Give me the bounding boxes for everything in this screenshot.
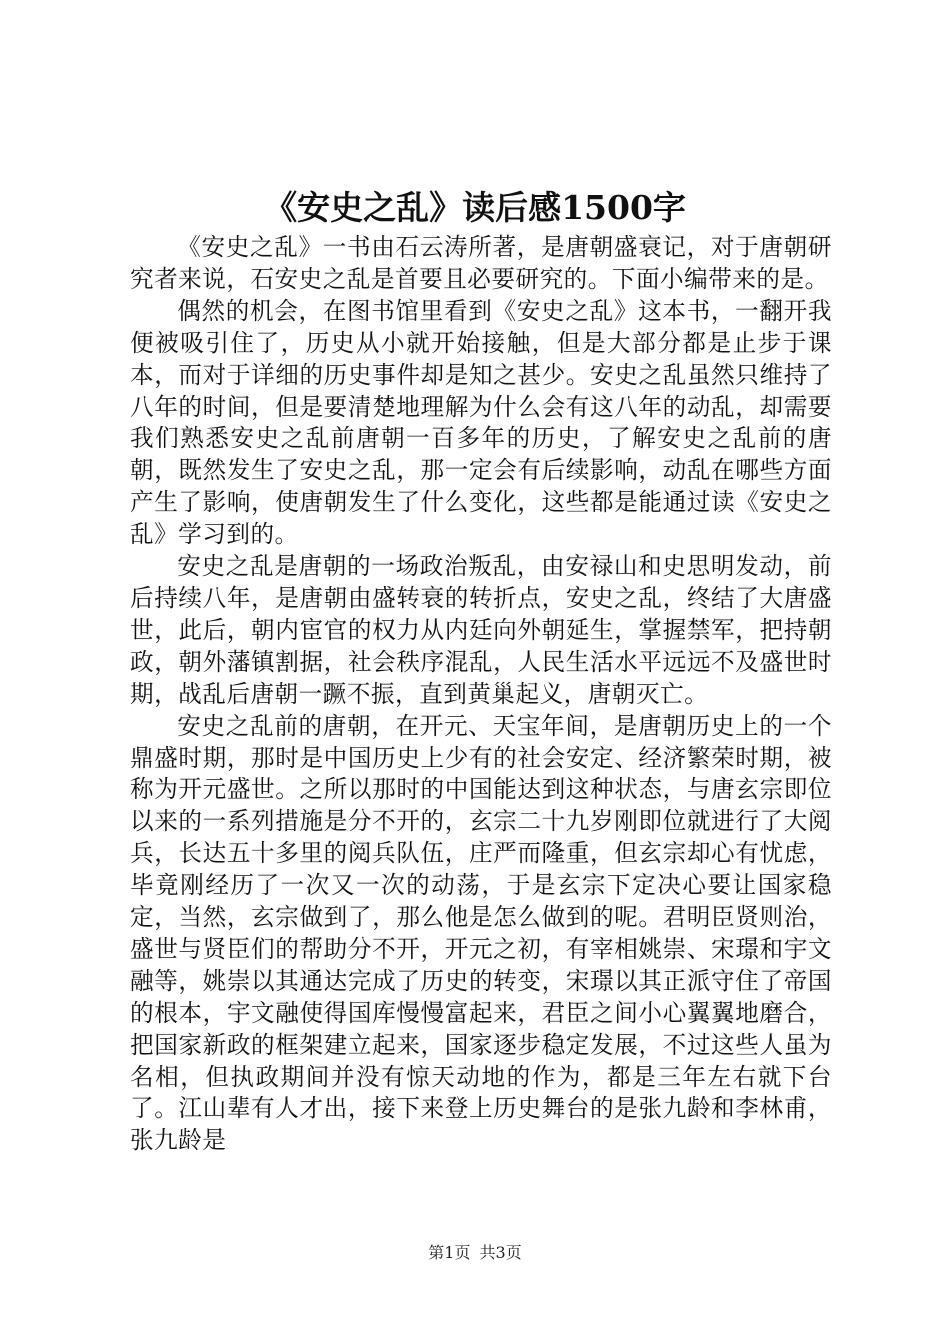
paragraph-rebellion: 安史之乱是唐朝的一场政治叛乱，由安禄山和史思明发动，前后持续八年，是唐朝由盛转衰的转折点，安史之乱，终结了大唐盛世，此后，朝内宦官的权力从内廷向外朝延生，掌握禁军，把持朝政，朝外藩镇割据，社会秩序混乱，人民生活水平远远不及盛世时期，战乱后唐朝一蹶不振，直到黄巢起义，唐朝灭亡。: [130, 552, 832, 708]
document-body: [130, 232, 832, 1157]
paragraph-kaiyuan: 安史之乱前的唐朝，在开元、天宝年间，是唐朝历史上的一个鼎盛时期，那时是中国历史上少有的社会安定、经济繁荣时期，被称为开元盛世。之所以那时的中国能达到这种状态，与唐玄宗即位以来的一系列措施是分不开的，玄宗二十九岁刚即位就进行了大阅兵，长达五十多里的阅兵队伍，庄严而隆重，但玄宗却心有忧虑，毕竟刚经历了一次又一次的动荡，于是玄宗下定决心要让国家稳定，当然，玄宗做到了，那么他是怎么做到的呢。君明臣贤则治，盛世与贤臣们的帮助分不开，开元之初，有宰相姚崇、宋璟和宇文融等，姚崇以其通达完成了历史的转变，宋璟以其正派守住了帝国的根本，宇文融使得国库慢慢富起来，君臣之间小心翼翼地磨合，把国家新政的框架建立起来，国家逐步稳定发展，不过这些人虽为名相，但执政期间并没有惊天动地的作为，都是三年左右就下台了。江山辈有人才出，接下来登上历史舞台的是张九龄和李林甫，张九龄是: [130, 711, 832, 1155]
document-title: 《安史之乱》读后感1500字: [264, 188, 686, 227]
page-footer: [0, 1242, 950, 1264]
paragraph-discovery: 偶然的机会，在图书馆里看到《安史之乱》这本书，一翻开我便被吸引住了，历史从小就开始接触，但是大部分都是止步于课本，而对于详细的历史事件却是知之甚少。安史之乱虽然只维持了八年的时间，但是要清楚地理解为什么会有这八年的动乱，却需要我们熟悉安史之乱前唐朝一百多年的历史，了解安史之乱前的唐朝，既然发生了安史之乱，那一定会有后续影响，动乱在哪些方面产生了影响，使唐朝发生了什么变化，这些都是能通过读《安史之乱》学习到的。: [130, 296, 832, 549]
paragraph-intro: 《安史之乱》一书由石云涛所著，是唐朝盛衰记，对于唐朝研究者来说，石安史之乱是首要且必要研究的。下面小编带来的是。: [130, 233, 832, 293]
page-number: 第1页: [428, 1243, 471, 1262]
page-total: 共3页: [479, 1243, 522, 1262]
